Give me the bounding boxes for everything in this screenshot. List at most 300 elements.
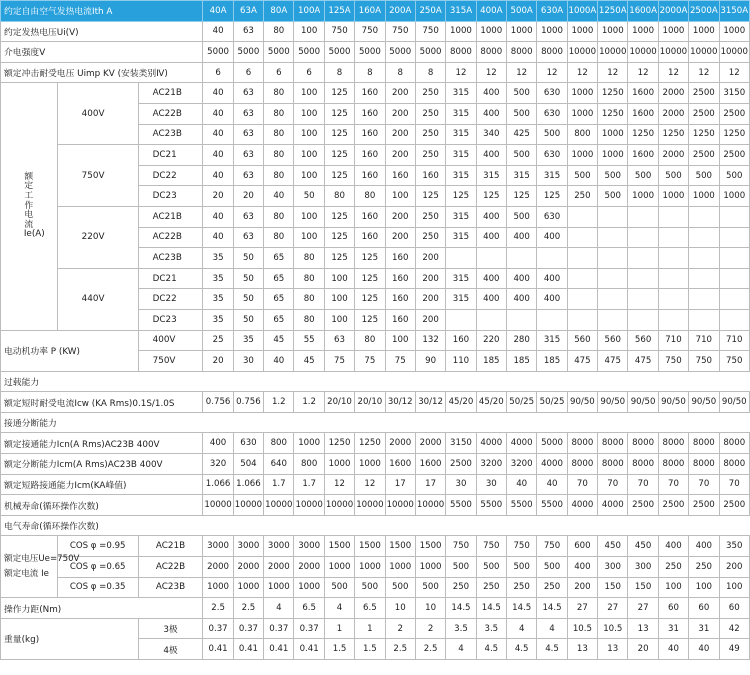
value-cell: 425 [507, 124, 537, 145]
value-cell: 800 [294, 454, 324, 475]
value-cell: 12 [567, 62, 597, 83]
value-cell [658, 206, 688, 227]
value-cell: 40 [507, 474, 537, 495]
value-cell: 6 [294, 62, 324, 83]
working-current-row [1, 206, 750, 227]
empty-cell [658, 371, 688, 392]
current-header: 100A [294, 1, 324, 22]
empty-cell [598, 412, 628, 433]
value-cell: 125 [324, 103, 354, 124]
value-cell: 200 [385, 124, 415, 145]
value-cell: 35 [233, 330, 263, 351]
empty-cell [719, 371, 749, 392]
value-cell: 0.37 [203, 618, 233, 639]
value-cell: 710 [719, 330, 749, 351]
value-cell: 12 [719, 62, 749, 83]
empty-cell [355, 412, 385, 433]
value-cell: 13 [567, 639, 597, 660]
value-cell: 5000 [264, 42, 294, 63]
value-cell: 125 [476, 186, 506, 207]
value-cell: 100 [324, 289, 354, 310]
value-cell: 125 [324, 227, 354, 248]
value-cell: 160 [385, 248, 415, 269]
value-cell: 150 [598, 577, 628, 598]
value-cell: 1000 [264, 577, 294, 598]
value-cell: 125 [324, 248, 354, 269]
value-cell: 20 [233, 186, 263, 207]
value-cell [567, 268, 597, 289]
value-cell: 160 [355, 227, 385, 248]
value-cell: 1000 [689, 186, 719, 207]
value-cell: 400 [537, 268, 567, 289]
value-cell: 160 [415, 165, 445, 186]
value-cell: 504 [233, 454, 263, 475]
value-cell: 80 [294, 289, 324, 310]
value-cell: 500 [324, 577, 354, 598]
current-header: 80A [264, 1, 294, 22]
header-title: 约定自由空气发热电流Ith A [1, 1, 203, 22]
value-cell: 49 [719, 639, 749, 660]
value-cell: 70 [689, 474, 719, 495]
value-cell: 475 [567, 351, 597, 372]
value-cell: 4 [537, 618, 567, 639]
row-label: 额定短时耐受电流Icw (KA Rms)0.1S/1.0S [1, 392, 203, 413]
value-cell: 4 [446, 639, 476, 660]
value-cell: 750 [355, 21, 385, 42]
value-cell: 65 [264, 289, 294, 310]
value-cell: 200 [567, 577, 597, 598]
value-cell: 750 [324, 21, 354, 42]
value-cell: 400 [689, 536, 719, 557]
value-cell: 250 [415, 227, 445, 248]
value-cell: 125 [507, 186, 537, 207]
empty-cell [233, 412, 263, 433]
category-label: DC23 [138, 186, 203, 207]
empty-cell [233, 371, 263, 392]
value-cell: 475 [628, 351, 658, 372]
value-cell: 630 [537, 103, 567, 124]
value-cell: 30 [233, 351, 263, 372]
value-cell: 1000 [415, 557, 445, 578]
value-cell: 500 [385, 577, 415, 598]
value-cell: 100 [324, 268, 354, 289]
value-cell: 2000 [658, 145, 688, 166]
empty-cell [476, 371, 506, 392]
value-cell: 200 [385, 83, 415, 104]
value-cell [628, 268, 658, 289]
row-label: 操作力距(Nm) [1, 598, 203, 619]
value-cell: 320 [203, 454, 233, 475]
switching-row [1, 474, 750, 495]
value-cell: 500 [446, 557, 476, 578]
value-cell: 2000 [415, 433, 445, 454]
value-cell: 125 [355, 309, 385, 330]
row-label: 机械寿命(循环操作次数) [1, 495, 203, 516]
value-cell: 0.41 [203, 639, 233, 660]
electrical-life-row [1, 577, 750, 598]
row-label: 额定短路接通能力Icm(KA峰值) [1, 474, 203, 495]
value-cell: 315 [446, 83, 476, 104]
value-cell: 1.2 [264, 392, 294, 413]
value-cell: 10000 [233, 495, 263, 516]
value-cell: 250 [415, 83, 445, 104]
value-cell: 1250 [324, 433, 354, 454]
value-cell: 5500 [476, 495, 506, 516]
value-cell: 6 [233, 62, 263, 83]
rated-current-label: 额定电流 Ie [4, 568, 49, 579]
value-cell: 340 [476, 124, 506, 145]
category-label: DC23 [138, 309, 203, 330]
value-cell: 8000 [507, 42, 537, 63]
cos-label: COS φ =0.65 [57, 557, 138, 578]
value-cell [598, 289, 628, 310]
value-cell: 8000 [476, 42, 506, 63]
value-cell [719, 268, 749, 289]
value-cell: 8000 [689, 454, 719, 475]
value-cell: 1000 [476, 21, 506, 42]
value-cell: 40 [203, 124, 233, 145]
value-cell: 5000 [233, 42, 263, 63]
category-label: DC22 [138, 165, 203, 186]
working-current-row [1, 83, 750, 104]
value-cell: 60 [689, 598, 719, 619]
empty-cell [689, 371, 719, 392]
value-cell: 630 [233, 433, 263, 454]
value-cell: 4000 [598, 495, 628, 516]
empty-cell [567, 515, 597, 536]
value-cell [446, 309, 476, 330]
value-cell: 1500 [324, 536, 354, 557]
value-cell: 1.066 [203, 474, 233, 495]
value-cell: 40 [264, 186, 294, 207]
value-cell: 750 [415, 21, 445, 42]
value-cell: 70 [658, 474, 688, 495]
weight-label: 重量(kg) [1, 618, 139, 659]
value-cell: 250 [415, 206, 445, 227]
value-cell: 80 [355, 330, 385, 351]
value-cell: 315 [446, 103, 476, 124]
working-current-row [1, 145, 750, 166]
value-cell: 160 [355, 124, 385, 145]
value-cell: 1250 [658, 124, 688, 145]
value-cell: 750 [719, 351, 749, 372]
value-cell: 30/12 [415, 392, 445, 413]
value-cell [567, 206, 597, 227]
value-cell: 20 [628, 639, 658, 660]
value-cell: 710 [658, 330, 688, 351]
value-cell [476, 248, 506, 269]
value-cell: 12 [537, 62, 567, 83]
value-cell: 500 [598, 186, 628, 207]
empty-cell [264, 515, 294, 536]
value-cell: 45/20 [446, 392, 476, 413]
value-cell: 280 [507, 330, 537, 351]
value-cell: 80 [264, 227, 294, 248]
value-cell: 1000 [658, 186, 688, 207]
value-cell [719, 206, 749, 227]
value-cell: 42 [719, 618, 749, 639]
value-cell: 0.37 [233, 618, 263, 639]
section-electrical-life: 电气寿命(循环操作次数) [1, 515, 203, 536]
value-cell: 0.37 [264, 618, 294, 639]
cos-label: COS φ =0.35 [57, 577, 138, 598]
value-cell: 17 [385, 474, 415, 495]
value-cell: 250 [415, 124, 445, 145]
value-cell: 14.5 [446, 598, 476, 619]
value-cell [598, 268, 628, 289]
value-cell: 1.7 [294, 474, 324, 495]
value-cell: 450 [598, 536, 628, 557]
value-cell: 2500 [689, 103, 719, 124]
value-cell: 100 [689, 577, 719, 598]
value-cell [598, 309, 628, 330]
value-cell: 8000 [689, 433, 719, 454]
empty-cell [476, 515, 506, 536]
value-cell: 30 [446, 474, 476, 495]
value-cell: 10000 [264, 495, 294, 516]
value-cell: 40 [203, 103, 233, 124]
value-cell: 35 [203, 268, 233, 289]
value-cell: 100 [385, 330, 415, 351]
value-cell: 1250 [719, 124, 749, 145]
current-header: 200A [385, 1, 415, 22]
value-cell: 31 [689, 618, 719, 639]
spec-row [1, 21, 750, 42]
value-cell: 1.7 [264, 474, 294, 495]
value-cell: 300 [598, 557, 628, 578]
value-cell: 2500 [658, 495, 688, 516]
value-cell: 5500 [537, 495, 567, 516]
value-cell: 80 [264, 21, 294, 42]
value-cell: 10000 [203, 495, 233, 516]
current-header: 400A [476, 1, 506, 22]
empty-cell [537, 412, 567, 433]
value-cell: 0.41 [233, 639, 263, 660]
value-cell: 0.41 [264, 639, 294, 660]
value-cell: 315 [476, 165, 506, 186]
overload-row [1, 392, 750, 413]
value-cell: 10.5 [598, 618, 628, 639]
value-cell: 1000 [567, 145, 597, 166]
value-cell: 60 [719, 598, 749, 619]
value-cell: 75 [355, 351, 385, 372]
value-cell: 1600 [628, 145, 658, 166]
value-cell [689, 206, 719, 227]
value-cell: 500 [719, 165, 749, 186]
value-cell: 12 [507, 62, 537, 83]
value-cell: 2.5 [415, 639, 445, 660]
section-row [1, 412, 750, 433]
value-cell: 90 [415, 351, 445, 372]
value-cell: 35 [203, 309, 233, 330]
empty-cell [264, 412, 294, 433]
empty-cell [415, 371, 445, 392]
empty-cell [385, 371, 415, 392]
value-cell: 4.5 [537, 639, 567, 660]
value-cell: 60 [658, 598, 688, 619]
empty-cell [355, 371, 385, 392]
value-cell [658, 309, 688, 330]
empty-cell [324, 371, 354, 392]
value-cell: 1000 [658, 21, 688, 42]
empty-cell [628, 412, 658, 433]
value-cell: 750 [507, 536, 537, 557]
value-cell: 400 [476, 227, 506, 248]
value-cell: 160 [385, 165, 415, 186]
value-cell: 132 [415, 330, 445, 351]
value-cell: 70 [567, 474, 597, 495]
value-cell: 4.5 [476, 639, 506, 660]
value-cell: 10 [415, 598, 445, 619]
value-cell [598, 248, 628, 269]
value-cell: 25 [203, 330, 233, 351]
value-cell: 6.5 [294, 598, 324, 619]
value-cell: 160 [355, 206, 385, 227]
value-cell: 8 [385, 62, 415, 83]
switching-row [1, 433, 750, 454]
value-cell: 185 [476, 351, 506, 372]
value-cell: 4 [324, 598, 354, 619]
empty-cell [689, 412, 719, 433]
value-cell [719, 289, 749, 310]
value-cell: 200 [385, 145, 415, 166]
electrical-life-row [1, 557, 750, 578]
empty-cell [233, 515, 263, 536]
value-cell [537, 309, 567, 330]
value-cell: 90/50 [658, 392, 688, 413]
current-header: 2000A [658, 1, 688, 22]
value-cell: 1.2 [294, 392, 324, 413]
value-cell: 12 [689, 62, 719, 83]
value-cell [658, 268, 688, 289]
category-label: AC21B [138, 83, 203, 104]
empty-cell [355, 515, 385, 536]
value-cell: 1000 [689, 21, 719, 42]
value-cell: 45 [264, 330, 294, 351]
value-cell: 2500 [689, 83, 719, 104]
category-label: DC21 [138, 268, 203, 289]
value-cell: 20/10 [324, 392, 354, 413]
value-cell: 80 [355, 186, 385, 207]
voltage-label: 400V [57, 83, 138, 145]
value-cell [689, 227, 719, 248]
value-cell: 30 [476, 474, 506, 495]
value-cell: 1000 [294, 577, 324, 598]
value-cell: 1000 [598, 145, 628, 166]
value-cell: 1000 [385, 557, 415, 578]
electrical-life-row [1, 536, 750, 557]
value-cell: 125 [324, 145, 354, 166]
spec-row [1, 62, 750, 83]
value-cell: 5000 [355, 42, 385, 63]
value-cell: 750 [476, 536, 506, 557]
value-cell: 250 [446, 577, 476, 598]
value-cell: 8000 [598, 433, 628, 454]
value-cell: 500 [598, 165, 628, 186]
value-cell: 10.5 [567, 618, 597, 639]
value-cell: 10000 [355, 495, 385, 516]
value-cell: 12 [355, 474, 385, 495]
value-cell: 8 [415, 62, 445, 83]
value-cell: 65 [264, 309, 294, 330]
value-cell: 1000 [598, 124, 628, 145]
current-header: 315A [446, 1, 476, 22]
value-cell: 3.5 [476, 618, 506, 639]
value-cell: 4 [507, 618, 537, 639]
value-cell: 63 [324, 330, 354, 351]
value-cell: 500 [507, 83, 537, 104]
value-cell: 12 [446, 62, 476, 83]
value-cell: 1600 [628, 83, 658, 104]
value-cell [689, 268, 719, 289]
value-cell: 200 [719, 557, 749, 578]
value-cell [446, 248, 476, 269]
current-header: 40A [203, 1, 233, 22]
value-cell [537, 248, 567, 269]
value-cell: 1.5 [324, 639, 354, 660]
value-cell: 1000 [294, 433, 324, 454]
value-cell: 250 [658, 557, 688, 578]
value-cell: 400 [476, 289, 506, 310]
value-cell: 315 [446, 145, 476, 166]
value-cell: 185 [507, 351, 537, 372]
value-cell: 315 [537, 330, 567, 351]
value-cell: 2.5 [203, 598, 233, 619]
empty-cell [628, 371, 658, 392]
value-cell: 80 [264, 124, 294, 145]
value-cell: 2.5 [385, 639, 415, 660]
value-cell: 80 [324, 186, 354, 207]
value-cell: 500 [567, 165, 597, 186]
value-cell: 8000 [628, 454, 658, 475]
value-cell: 5000 [294, 42, 324, 63]
value-cell: 630 [537, 206, 567, 227]
value-cell: 90/50 [689, 392, 719, 413]
value-cell: 2000 [294, 557, 324, 578]
value-cell: 750 [446, 536, 476, 557]
value-cell: 8000 [719, 433, 749, 454]
empty-cell [415, 515, 445, 536]
value-cell: 3200 [507, 454, 537, 475]
value-cell: 63 [233, 206, 263, 227]
value-cell: 45 [294, 351, 324, 372]
value-cell: 500 [507, 145, 537, 166]
current-header: 160A [355, 1, 385, 22]
value-cell: 2000 [264, 557, 294, 578]
empty-cell [567, 371, 597, 392]
empty-cell [476, 412, 506, 433]
value-cell: 250 [689, 557, 719, 578]
current-header: 125A [324, 1, 354, 22]
row-label: 额定接通能力Icn(A Rms)AC23B 400V [1, 433, 203, 454]
value-cell: 63 [233, 21, 263, 42]
value-cell [507, 248, 537, 269]
value-cell: 100 [385, 186, 415, 207]
value-cell: 1.066 [233, 474, 263, 495]
value-cell: 40 [203, 206, 233, 227]
value-cell: 8000 [658, 454, 688, 475]
empty-cell [537, 371, 567, 392]
category-label: AC23B [138, 577, 203, 598]
value-cell: 800 [567, 124, 597, 145]
value-cell: 160 [385, 268, 415, 289]
empty-cell [385, 515, 415, 536]
value-cell: 40 [203, 227, 233, 248]
working-current-label [1, 83, 58, 330]
value-cell: 400 [476, 206, 506, 227]
value-cell: 400 [507, 227, 537, 248]
value-cell: 1600 [415, 454, 445, 475]
